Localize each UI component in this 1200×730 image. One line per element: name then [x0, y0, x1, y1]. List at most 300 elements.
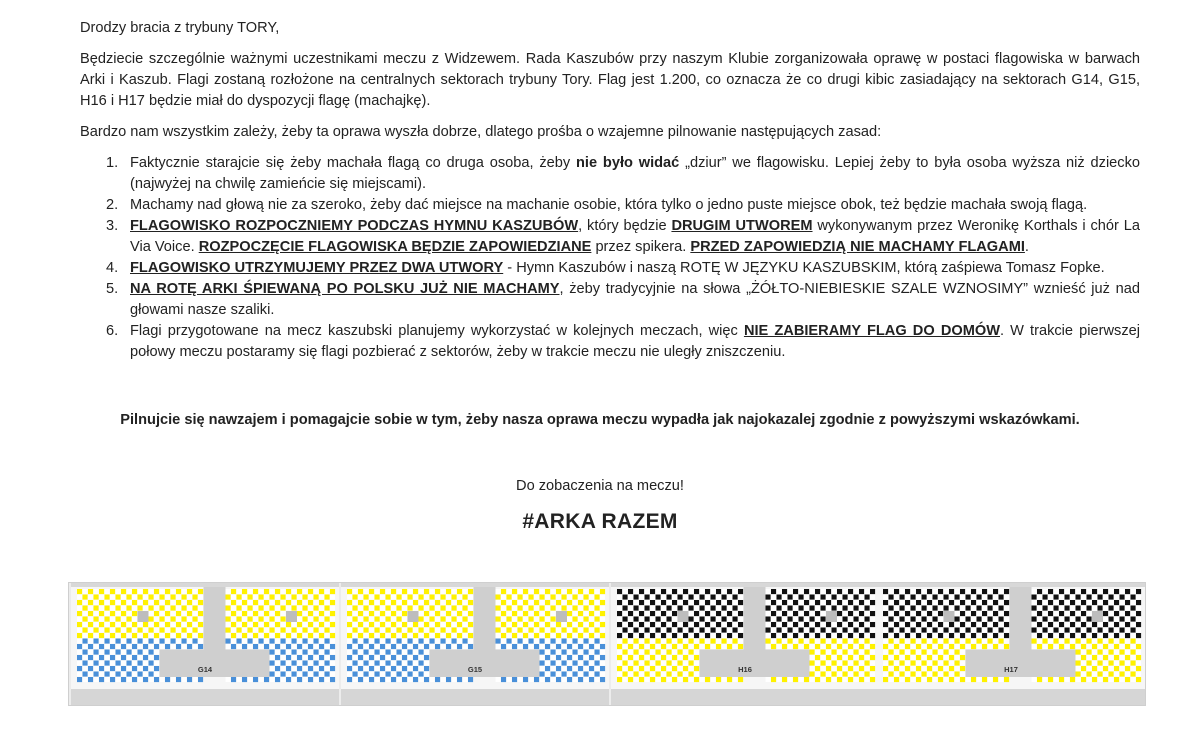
- seat: [916, 633, 921, 638]
- seat: [771, 639, 776, 644]
- seat: [512, 644, 517, 649]
- seat: [589, 661, 594, 666]
- seat: [567, 644, 572, 649]
- seat: [303, 622, 308, 627]
- seat: [88, 666, 93, 671]
- seat: [369, 644, 374, 649]
- seat: [369, 622, 374, 627]
- seat: [623, 672, 628, 677]
- seat: [353, 611, 358, 616]
- seat: [138, 655, 143, 660]
- seat: [297, 617, 302, 622]
- seat: [782, 644, 787, 649]
- seat: [883, 611, 888, 616]
- seat: [457, 595, 462, 600]
- seat: [639, 606, 644, 611]
- seat: [551, 589, 556, 594]
- seat: [105, 595, 110, 600]
- seat: [171, 677, 176, 682]
- seat: [894, 606, 899, 611]
- seat: [905, 617, 910, 622]
- seat: [982, 595, 987, 600]
- seat: [1092, 677, 1097, 682]
- seat: [297, 595, 302, 600]
- seat: [578, 589, 583, 594]
- seat: [672, 672, 677, 677]
- seat: [661, 655, 666, 660]
- seat: [457, 606, 462, 611]
- seat: [672, 611, 677, 616]
- seat: [540, 600, 545, 605]
- seat: [727, 633, 732, 638]
- seat: [810, 628, 815, 633]
- seat: [391, 644, 396, 649]
- closing-text: Do zobaczenia na meczu!: [516, 478, 684, 494]
- seat: [397, 633, 402, 638]
- seat: [1070, 617, 1075, 622]
- seat: [562, 639, 567, 644]
- seat: [193, 589, 198, 594]
- seat: [788, 595, 793, 600]
- seat: [694, 650, 699, 655]
- seat: [573, 611, 578, 616]
- seat: [639, 595, 644, 600]
- seat: [77, 677, 82, 682]
- seat: [938, 595, 943, 600]
- seat: [634, 595, 639, 600]
- seat: [766, 628, 771, 633]
- seat: [694, 611, 699, 616]
- seat: [105, 639, 110, 644]
- seat: [105, 661, 110, 666]
- seat: [634, 611, 639, 616]
- seat: [1103, 644, 1108, 649]
- seat: [132, 611, 137, 616]
- seat: [916, 600, 921, 605]
- seat: [650, 595, 655, 600]
- seat: [578, 600, 583, 605]
- seat: [966, 628, 971, 633]
- seat: [149, 666, 154, 671]
- seat: [308, 644, 313, 649]
- seat: [1120, 644, 1125, 649]
- seat: [922, 595, 927, 600]
- seat: [672, 628, 677, 633]
- seat: [1087, 589, 1092, 594]
- seat: [854, 650, 859, 655]
- seat: [650, 589, 655, 594]
- seat: [700, 644, 705, 649]
- seat: [628, 655, 633, 660]
- seat: [501, 600, 506, 605]
- seat: [1103, 617, 1108, 622]
- seat: [457, 633, 462, 638]
- seat: [793, 617, 798, 622]
- seat: [1070, 606, 1075, 611]
- seat: [138, 622, 143, 627]
- seat: [650, 633, 655, 638]
- seat: [639, 655, 644, 660]
- seat: [138, 600, 143, 605]
- seat: [988, 600, 993, 605]
- rule-number: 2.: [106, 197, 119, 213]
- seat: [966, 595, 971, 600]
- seat: [1070, 611, 1075, 616]
- seat: [369, 639, 374, 644]
- seat: [700, 595, 705, 600]
- seat: [944, 650, 949, 655]
- seat: [286, 628, 291, 633]
- seat: [364, 617, 369, 622]
- seat: [1114, 650, 1119, 655]
- seat: [1103, 650, 1108, 655]
- seat: [722, 595, 727, 600]
- seat: [938, 600, 943, 605]
- seat: [832, 595, 837, 600]
- seat: [408, 666, 413, 671]
- seat: [314, 672, 319, 677]
- seat: [523, 639, 528, 644]
- seat: [99, 677, 104, 682]
- seat: [556, 633, 561, 638]
- seat: [253, 644, 258, 649]
- seat: [854, 606, 859, 611]
- seat: [922, 622, 927, 627]
- seat: [573, 650, 578, 655]
- seat: [711, 617, 716, 622]
- seat: [165, 589, 170, 594]
- seat: [826, 644, 831, 649]
- seat: [927, 650, 932, 655]
- seat: [413, 655, 418, 660]
- seat: [270, 650, 275, 655]
- seat: [859, 650, 864, 655]
- seat: [617, 589, 622, 594]
- seat: [927, 639, 932, 644]
- seat: [182, 628, 187, 633]
- seat: [1076, 677, 1081, 682]
- seat: [446, 606, 451, 611]
- seat: [938, 639, 943, 644]
- seat: [397, 650, 402, 655]
- seat: [832, 661, 837, 666]
- seat: [854, 672, 859, 677]
- seat: [226, 589, 231, 594]
- seat: [1103, 666, 1108, 671]
- seat: [738, 622, 743, 627]
- seat: [105, 606, 110, 611]
- rule-number: 6.: [106, 323, 119, 339]
- seat: [127, 622, 132, 627]
- seat: [1120, 666, 1125, 671]
- seat: [799, 639, 804, 644]
- seat: [1081, 666, 1086, 671]
- seat: [231, 611, 236, 616]
- seat: [661, 650, 666, 655]
- seat: [121, 628, 126, 633]
- seat: [771, 622, 776, 627]
- seat: [507, 606, 512, 611]
- seat: [270, 655, 275, 660]
- seat: [922, 644, 927, 649]
- seat: [303, 639, 308, 644]
- seat: [1136, 622, 1141, 627]
- seat: [1103, 672, 1108, 677]
- seat: [826, 677, 831, 682]
- seat: [810, 672, 815, 677]
- seat: [275, 672, 280, 677]
- seat: [264, 595, 269, 600]
- seat: [286, 661, 291, 666]
- seat: [1065, 606, 1070, 611]
- seat: [160, 628, 165, 633]
- seat: [944, 600, 949, 605]
- seat: [419, 655, 424, 660]
- seat: [127, 677, 132, 682]
- seat: [275, 611, 280, 616]
- seat: [1004, 644, 1009, 649]
- seat: [960, 655, 965, 660]
- seat: [683, 595, 688, 600]
- seat: [121, 661, 126, 666]
- seat: [187, 611, 192, 616]
- seat: [143, 677, 148, 682]
- seat: [308, 666, 313, 671]
- seat: [281, 639, 286, 644]
- seat: [900, 672, 905, 677]
- seat: [551, 655, 556, 660]
- seat: [143, 672, 148, 677]
- seat: [628, 672, 633, 677]
- seat: [364, 628, 369, 633]
- seat: [837, 633, 842, 638]
- seat: [854, 589, 859, 594]
- seat: [83, 628, 88, 633]
- seat: [501, 644, 506, 649]
- seat: [408, 606, 413, 611]
- seat: [193, 677, 198, 682]
- seat: [562, 677, 567, 682]
- seat: [733, 622, 738, 627]
- seat: [319, 600, 324, 605]
- seat: [634, 633, 639, 638]
- seat: [1043, 644, 1048, 649]
- seat: [1076, 633, 1081, 638]
- seat: [99, 600, 104, 605]
- seat: [1120, 611, 1125, 616]
- seat: [1076, 589, 1081, 594]
- seat: [308, 606, 313, 611]
- seat: [176, 677, 181, 682]
- seat: [1065, 595, 1070, 600]
- seat: [1048, 595, 1053, 600]
- seat: [738, 600, 743, 605]
- seat: [270, 617, 275, 622]
- seat: [391, 589, 396, 594]
- seat: [573, 655, 578, 660]
- seat: [689, 611, 694, 616]
- seat: [1076, 628, 1081, 633]
- seat: [656, 655, 661, 660]
- seat: [1120, 655, 1125, 660]
- seat: [777, 606, 782, 611]
- seat: [689, 650, 694, 655]
- seat: [771, 633, 776, 638]
- seat: [589, 611, 594, 616]
- seat: [237, 633, 242, 638]
- seat: [650, 661, 655, 666]
- seat: [501, 677, 506, 682]
- seat: [815, 611, 820, 616]
- seat: [944, 661, 949, 666]
- seat: [259, 633, 264, 638]
- seat: [911, 628, 916, 633]
- seat: [600, 639, 605, 644]
- seat: [259, 606, 264, 611]
- seat: [859, 644, 864, 649]
- seat: [788, 622, 793, 627]
- seat: [402, 633, 407, 638]
- seat: [1087, 644, 1092, 649]
- seat: [413, 650, 418, 655]
- seat: [988, 639, 993, 644]
- seat: [810, 639, 815, 644]
- seat: [193, 600, 198, 605]
- seat: [275, 600, 280, 605]
- seat: [347, 655, 352, 660]
- seat: [777, 633, 782, 638]
- seat: [711, 595, 716, 600]
- seat: [716, 639, 721, 644]
- seat: [1081, 628, 1086, 633]
- seat: [966, 677, 971, 682]
- seat: [88, 589, 93, 594]
- seat: [999, 644, 1004, 649]
- seat: [88, 655, 93, 660]
- seat: [380, 595, 385, 600]
- seat: [738, 606, 743, 611]
- seat: [1087, 633, 1092, 638]
- seat: [149, 672, 154, 677]
- seat: [727, 606, 732, 611]
- seat: [711, 639, 716, 644]
- seat: [121, 639, 126, 644]
- seat: [77, 655, 82, 660]
- seat: [793, 611, 798, 616]
- seat: [281, 611, 286, 616]
- seat: [821, 677, 826, 682]
- seat: [1070, 628, 1075, 633]
- seat: [955, 650, 960, 655]
- seat: [347, 644, 352, 649]
- seat: [88, 661, 93, 666]
- seat: [330, 611, 335, 616]
- seat: [727, 617, 732, 622]
- seat: [353, 666, 358, 671]
- seat: [683, 672, 688, 677]
- seat: [1092, 650, 1097, 655]
- seat: [1131, 633, 1136, 638]
- seat: [944, 677, 949, 682]
- seat: [821, 661, 826, 666]
- seat: [556, 639, 561, 644]
- seat: [1087, 622, 1092, 627]
- seat: [545, 606, 550, 611]
- seat: [826, 622, 831, 627]
- seat: [1037, 677, 1042, 682]
- seat: [143, 650, 148, 655]
- seat: [821, 633, 826, 638]
- seat: [286, 644, 291, 649]
- seat: [165, 606, 170, 611]
- seat: [911, 606, 916, 611]
- entrance-block: [826, 611, 837, 622]
- seat: [259, 595, 264, 600]
- seat: [154, 606, 159, 611]
- seat: [870, 677, 875, 682]
- rule-text: przez spikera.: [591, 239, 691, 255]
- seat: [694, 672, 699, 677]
- seat: [507, 633, 512, 638]
- seat: [705, 639, 710, 644]
- seat: [933, 655, 938, 660]
- seat: [656, 600, 661, 605]
- seat: [121, 650, 126, 655]
- seat: [551, 595, 556, 600]
- seat: [253, 600, 258, 605]
- seat: [540, 622, 545, 627]
- seat: [413, 644, 418, 649]
- seat: [507, 628, 512, 633]
- seat: [424, 666, 429, 671]
- seat: [949, 622, 954, 627]
- bottom-band: [341, 689, 609, 705]
- seat: [1032, 617, 1037, 622]
- seat: [408, 622, 413, 627]
- seat: [413, 666, 418, 671]
- seat: [347, 650, 352, 655]
- seat: [922, 600, 927, 605]
- seat: [1092, 639, 1097, 644]
- seat: [402, 595, 407, 600]
- seat: [281, 672, 286, 677]
- seat: [639, 622, 644, 627]
- seat: [645, 666, 650, 671]
- seat: [628, 661, 633, 666]
- seat: [716, 600, 721, 605]
- seat: [821, 655, 826, 660]
- seat: [116, 628, 121, 633]
- seat: [231, 600, 236, 605]
- seat: [105, 589, 110, 594]
- seat: [1059, 628, 1064, 633]
- seat: [1114, 661, 1119, 666]
- seat: [121, 622, 126, 627]
- seat: [99, 622, 104, 627]
- seat: [916, 650, 921, 655]
- seat: [165, 595, 170, 600]
- seat: [171, 600, 176, 605]
- seat: [319, 677, 324, 682]
- seat: [408, 589, 413, 594]
- seat: [441, 617, 446, 622]
- seat: [116, 622, 121, 627]
- seat: [507, 600, 512, 605]
- seat: [303, 617, 308, 622]
- seat: [391, 617, 396, 622]
- seat: [138, 666, 143, 671]
- seat: [650, 639, 655, 644]
